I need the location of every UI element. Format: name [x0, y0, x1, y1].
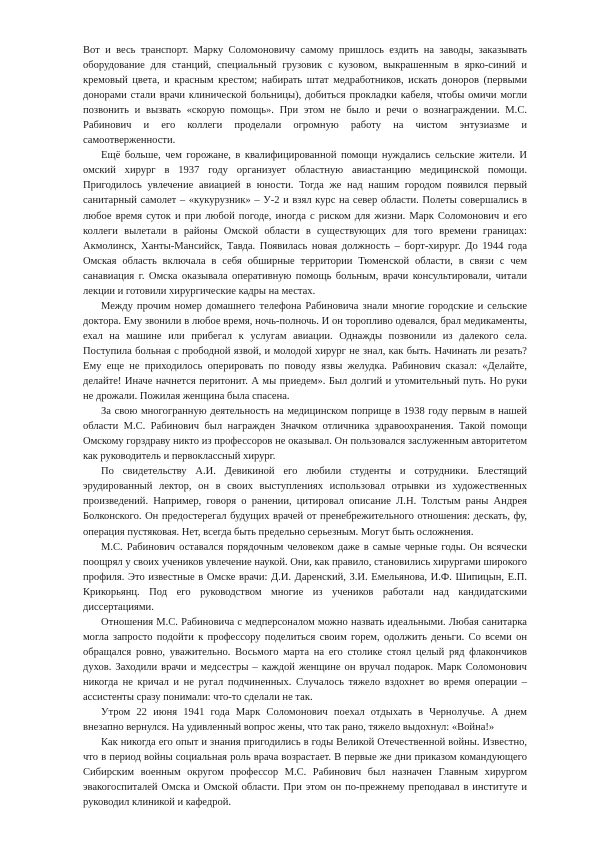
paragraph-staff: Отношения М.С. Рабиновича с медперсоналом можно назвать идеальными. Любая санитарка могла запросто подойти к профессору поделиться своим горем, одолжить деньги. Со всеми он обращался ровно, уважительно. Восьмого марта на его столике стоял целый ряд флакончиков духов. Заходили врачи и медсестры – каждой женщине он вручал подарок. Марк Соломонович никогда не кричал и не ругал подчиненных. Случалось тяжело вздохнет во время операции – ассистенты сразу понимали: что-то сделали не так.: [83, 616, 527, 704]
paragraph-phone: Между прочим номер домашнего телефона Рабиновича знали многие городские и сельские доктора. Ему звонили в любое время, ночь-полночь. И он торопливо одевался, брал медикаменты, ехал на машине или прибегал к услугам авиации. Однажды позвонили из далекого села. Поступила больная с прободной язвой, и молодой хирург не знал, как быть. Начинать ли резать? Ему еще не приходилось оперировать по поводу язвы желудка. Рабинович сказал: «Делайте, делайте! Иначе начнется перитонит. А мы приедем». Был долгий и утомительный путь. Но руки не дрожали. Пожилая женщина была спасена.: [83, 300, 527, 403]
paragraph-students: М.С. Рабинович оставался порядочным человеком даже в самые черные годы. Он всячески поощрял у своих учеников увлечение наукой. Они, как правило, становились хирургами широкого профиля. Это известные в Омске врачи: Д.И. Даренский, З.И. Емельянова, И.Ф. Шипицын, Е.П. Крикорьянц. Под его руководством многие из учеников работали над кандидатскими диссертациями.: [83, 541, 527, 613]
paragraph-award: За свою многогранную деятельность на медицинском поприще в 1938 году первым в нашей области М.С. Рабинович был награжден Значком отличника здравоохранения. Такой помощи Омскому горздраву никто из профессоров не оказывал. Он пользовался заслуженным авторитетом как руководитель и первоклассный хирург.: [83, 406, 527, 463]
document-page: [83, 43, 527, 810]
paragraph-lecturer: По свидетельству А.И. Девикиной его любили студенты и сотрудники. Блестящий эрудированный лектор, он в своих выступлениях использовал отрывки из художественных произведений. Например, говоря о ранении, цитировал описание Л.Н. Толстым раны Андрея Болконского. Он предостерегал будущих врачей от пренебрежительного отношения: дескать, фу, операция пустяковая. Нет, всегда быть предельно серьезным. Могут быть осложнения.: [83, 466, 527, 538]
paragraph-aviation: Ещё больше, чем горожане, в квалифицированной помощи нуждались сельские жители. И омский хирург в 1937 году организует областную авиастанцию медицинской помощи. Пригодилось увлечение авиацией в юности. Тогда же над нашим городом появился первый санитарный самолет – «кукурузник» – У-2 и взял курс на север области. Полеты совершались в любое время суток и при любой погоде, иногда с риском для жизни. Марк Соломонович и его коллеги вылетали в районы Омской области в существующих для того времени границах: Акмолинск, Ханты-Мансийск, Тавда. Появилась новая должность – борт-хирург. До 1944 года Омская область включала в себя обширные территории Тюменской области, в связи с чем санавиация г. Омска оказывала оперативную помощь больным, врачи консультировали, читали лекции и готовили хирургические кадры на местах.: [83, 150, 527, 297]
paragraph-transport: Вот и весь транспорт. Марку Соломоновичу самому пришлось ездить на заводы, заказывать оборудование для станций, специальный грузовик с кузовом, выкрашенным в ярко-синий и кремовый цвета, и красным крестом; набирать штат медработников, искать доноров (первыми донорами стали врачи клинической больницы), добиться прокладки кабеля, чтобы омичи могли позвонить и вызвать «скорую помощь». При этом не было и речи о вознаграждении. М.С. Рабинович и его коллеги проделали огромную работу на чистом энтузиазме и самоотверженности.: [83, 45, 527, 147]
paragraph-june-22: Утром 22 июня 1941 года Марк Соломонович поехал отдыхать в Чернолучье. А днем внезапно вернулся. На удивленный вопрос жены, что так рано, тяжело выдохнул: «Война!»: [83, 707, 527, 734]
paragraph-war: Как никогда его опыт и знания пригодились в годы Великой Отечественной войны. Известно, что в период войны социальная роль врача возрастает. В первые же дни приказом командующего Сибирским военным округом профессор М.С. Рабинович был назначен Главным хирургом эвакогоспиталей Омска и Омской области. При этом он по-прежнему преподавал в институте и руководил клиникой и кафедрой.: [83, 737, 527, 809]
